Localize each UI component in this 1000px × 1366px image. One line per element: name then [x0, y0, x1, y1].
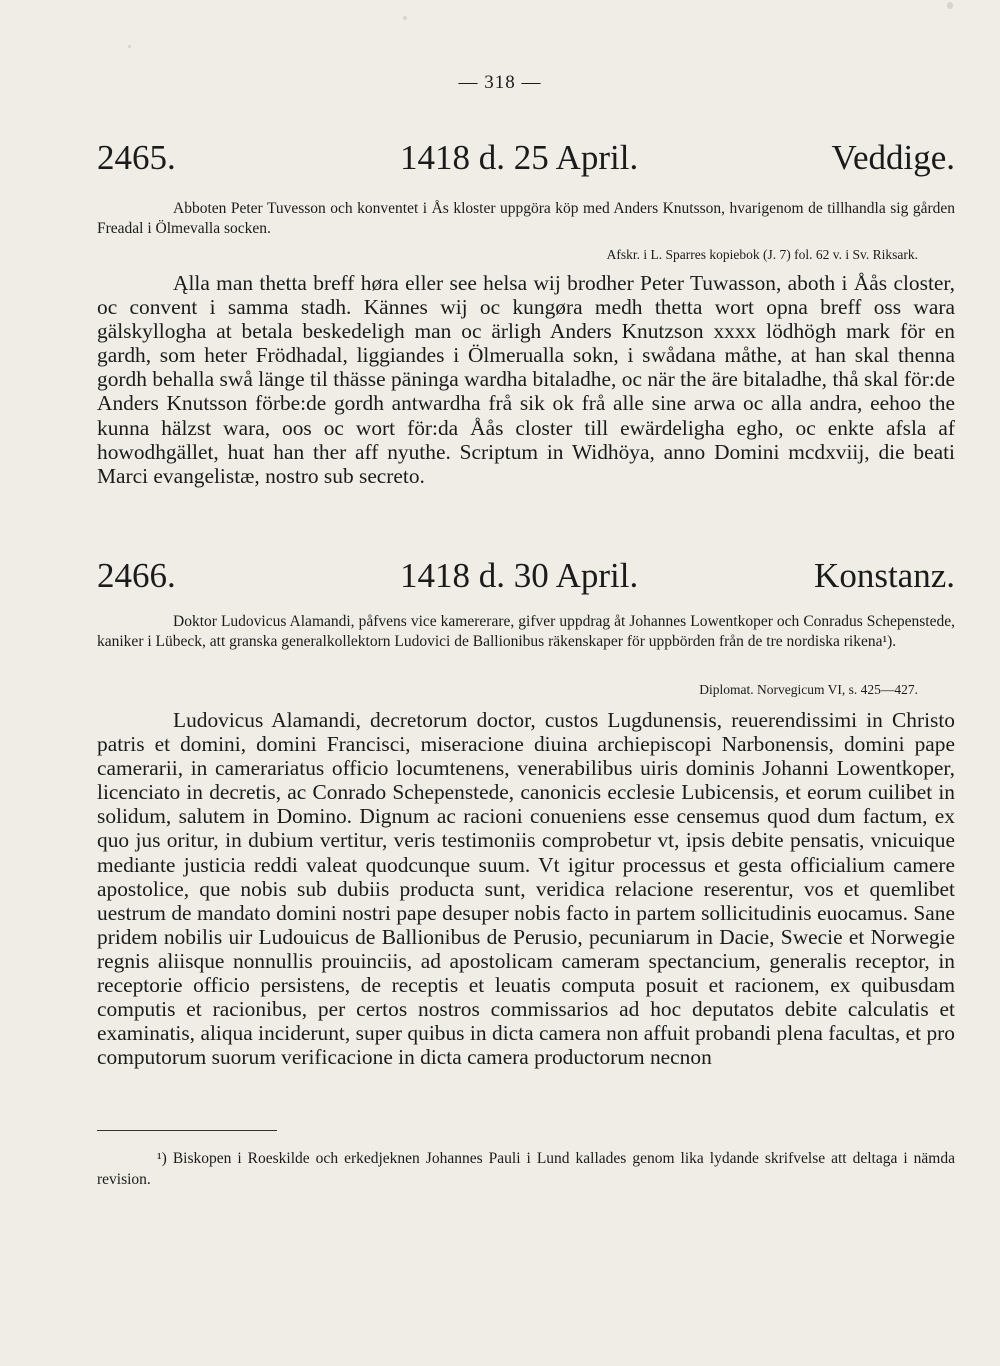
- entry-date: 1418 d. 30 April.: [400, 556, 639, 595]
- entry-source: Diplomat. Norvegicum VI, s. 425—427.: [699, 682, 918, 697]
- entry-number: 2465.: [97, 138, 176, 177]
- entry-heading: [97, 552, 955, 600]
- entry-heading: [97, 134, 955, 182]
- entry-text: Ąlla man thetta breff høra eller see helsa wij brodher Peter Tuwasson, aboth i Åås closter, oc convent i samma stadh. Kännes wij oc kungøra medh thetta wort opna breff oss wara gälskyllogha at betala beskedeligh man oc ärligh Anders Knutzson xxxx lödhögh mark för en gardh, som heter Frödhadal, liggiandes i Ölmerualla sokn, i swådana måthe, at han skal thenna gordh behalla swå länge til thässe päninga wardha bitaladhe, oc när the äre bitaladhe, thå skal för:de Anders Knutsson förbe:de gordh antwardha frå sik ok frå alle sine arwa oc alla andra, eehoo the kunna hälzst wara, oos oc wort för:da Åås closter till ewärdeligha egho, oc enkte afsla af howodhgället, huat han ther aff nyuthe. Scriptum in Widhöya, anno Domini mcdxviij, die beati Marci evangelistæ, nostro sub secreto.: [97, 271, 955, 488]
- entry-source: Afskr. i L. Sparres kopiebok (J. 7) fol. 62 v. i Sv. Riksark.: [606, 247, 918, 262]
- entry-place: Veddige.: [831, 138, 955, 177]
- paper-spot: [947, 2, 953, 9]
- entry-summary: Abboten Peter Tuvesson och konventet i Ås kloster uppgöra köp med Anders Knutsson, hvarigenom de tillhandla sig gården Freadal i Ölmevalla socken.: [97, 200, 955, 237]
- page-number: — 318 —: [458, 72, 542, 93]
- entry-summary: Doktor Ludovicus Alamandi, påfvens vice kamererare, gifver uppdrag åt Johannes Lowentkoper och Conradus Schepenstede, kaniker i Lübeck, att granska generalkollektorn Ludovici de Ballionibus räkenskaper för uppbörden från de tre nordiska rikena¹).: [97, 613, 955, 650]
- entry-date: 1418 d. 25 April.: [400, 138, 639, 177]
- paper-spot: [128, 45, 131, 48]
- footnote-divider: [97, 1130, 277, 1131]
- entry-number: 2466.: [97, 556, 176, 595]
- paper-spot: [403, 16, 407, 20]
- footnote: ¹) Biskopen i Roeskilde och erkedjeknen Johannes Pauli i Lund kallades genom lika lydande skrifvelse att deltaga i nämda revision.: [97, 1150, 955, 1188]
- entry-place: Konstanz.: [814, 556, 955, 595]
- entry-text: Ludovicus Alamandi, decretorum doctor, custos Lugdunensis, reuerendissimi in Christo patris et domini, domini Francisci, miseracione diuina archiepiscopi Narbonensis, domini pape camerarii, in camerariatus officio locumtenens, venerabilibus uiris dominis Johanni Lowentkoper, licenciato in decretis, ac Conrado Schepenstede, canonicis ecclesie Lubicensis, et eorum cuilibet in solidum, salutem in Domino. Dignum ac racioni conueniens esse censemus quod dum factum, ex quo jus oritur, in dubium vertitur, veris testimoniis comprobetur vt, ipsis debite pensatis, vnicuique mediante justicia reddi valeat quodcunque suum. Vt igitur processus et gesta officialium camere apostolice, que nobis sub dubiis producta sunt, veridica relacione reserentur, vos et quemlibet uestrum de mandato domini nostri pape desuper nobis facto in partem sollicitudinis euocamus. Sane pridem nobilis uir Ludouicus de Ballionibus de Perusio, pecuniarum in Dacie, Swecie et Norwegie regnis aliisque nonnullis prouinciis, ad apostolicam cameram spectancium, generalis receptor, in receptorie officio persistens, de receptis et leuatis computa posuit et racionem, ex quibusdam computis et racionibus, per certos nostros commissarios ad hoc deputatos debite calculatis et examinatis, aliqua inciderunt, super quibus in dicta camera non affuit probandi plena facultas, et pro computorum suorum verificacione in dicta camera productorum necnon: [97, 708, 955, 1070]
